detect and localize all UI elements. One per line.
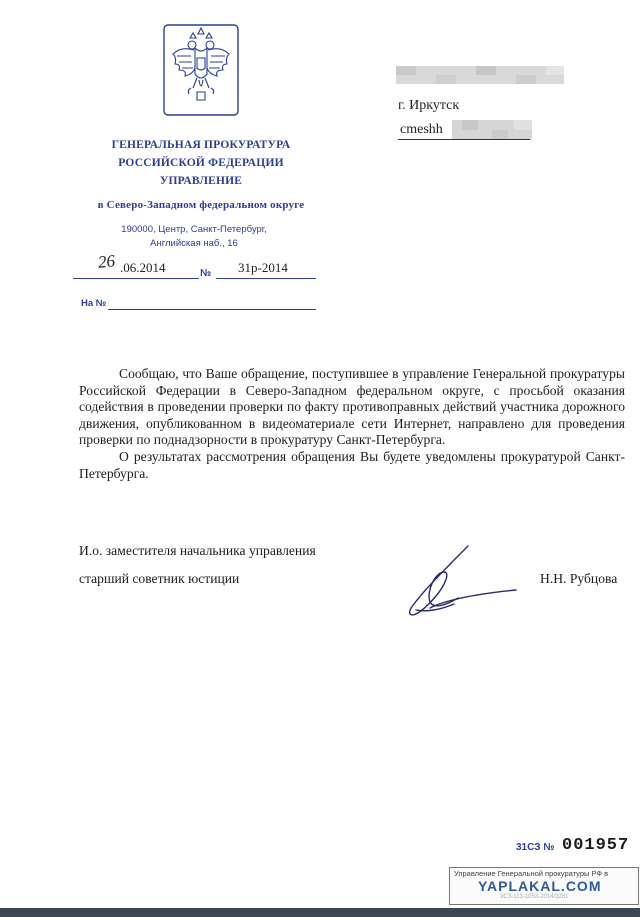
outgoing-number: 31р-2014 <box>238 260 288 275</box>
address-line1: 190000, Центр, Санкт-Петербург, <box>121 224 267 235</box>
letter-body <box>79 366 625 482</box>
signer-name: Н.Н. Рубцова <box>540 571 618 586</box>
number-label: № <box>200 268 212 279</box>
scan-bottom-edge <box>0 908 640 917</box>
handwritten-signature <box>396 538 522 622</box>
coat-of-arms-emblem <box>163 24 239 116</box>
reply-to-number-label: На № <box>81 298 107 309</box>
signer-rank: старший советник юстиции <box>79 571 240 586</box>
date-underline <box>73 278 199 279</box>
signer-position: И.о. заместителя начальника управления <box>79 543 316 558</box>
address-line2: Английская наб., 16 <box>150 238 238 249</box>
email-underline <box>398 139 530 140</box>
recipient-city: г. Иркутск <box>398 98 460 113</box>
redacted-email <box>452 120 532 140</box>
form-serial-number: 001957 <box>562 836 630 855</box>
body-paragraph: О результатах рассмотрения обращения Вы будете уведомлены прокуратурой Санкт-Петербурга. <box>79 448 625 481</box>
recipient-email: cmeshh <box>400 122 443 137</box>
body-paragraph: Сообщаю, что Ваше обращение, поступившее в управление Генеральной прокуратуры Российской Федерации в Северо-Западном федеральном округе, с просьбой оказания содействия в проведении проверки по факту противоправных действий участника дорожного движения, опубликованном в видеоматериале сети Интернет, направлено для проведения проверки по поднадзорности в прокуратуру Санкт-Петербурга. <box>79 366 625 448</box>
form-series: 31СЗ № <box>516 842 555 853</box>
stamp-text: Управление Генеральной прокуратуры РФ в <box>454 869 609 878</box>
redacted-recipient-name <box>396 66 564 84</box>
stamp-registration-number: 3СЗ-113-1053-2014/3281 <box>500 894 569 900</box>
date-day-handwritten: 26 <box>97 251 116 272</box>
agency-name-line1: ГЕНЕРАЛЬНАЯ ПРОКУРАТУРА <box>111 139 291 151</box>
site-watermark: YAPLAKAL.COM <box>478 878 602 894</box>
agency-district: в Северо-Западном федеральном округе <box>97 199 305 211</box>
reply-to-underline <box>108 309 316 310</box>
date-month-year: .06.2014 <box>120 260 166 275</box>
agency-name-line3: УПРАВЛЕНИЕ <box>159 175 243 187</box>
agency-name-line2: РОССИЙСКОЙ ФЕДЕРАЦИИ <box>118 157 284 169</box>
number-underline <box>216 278 316 279</box>
